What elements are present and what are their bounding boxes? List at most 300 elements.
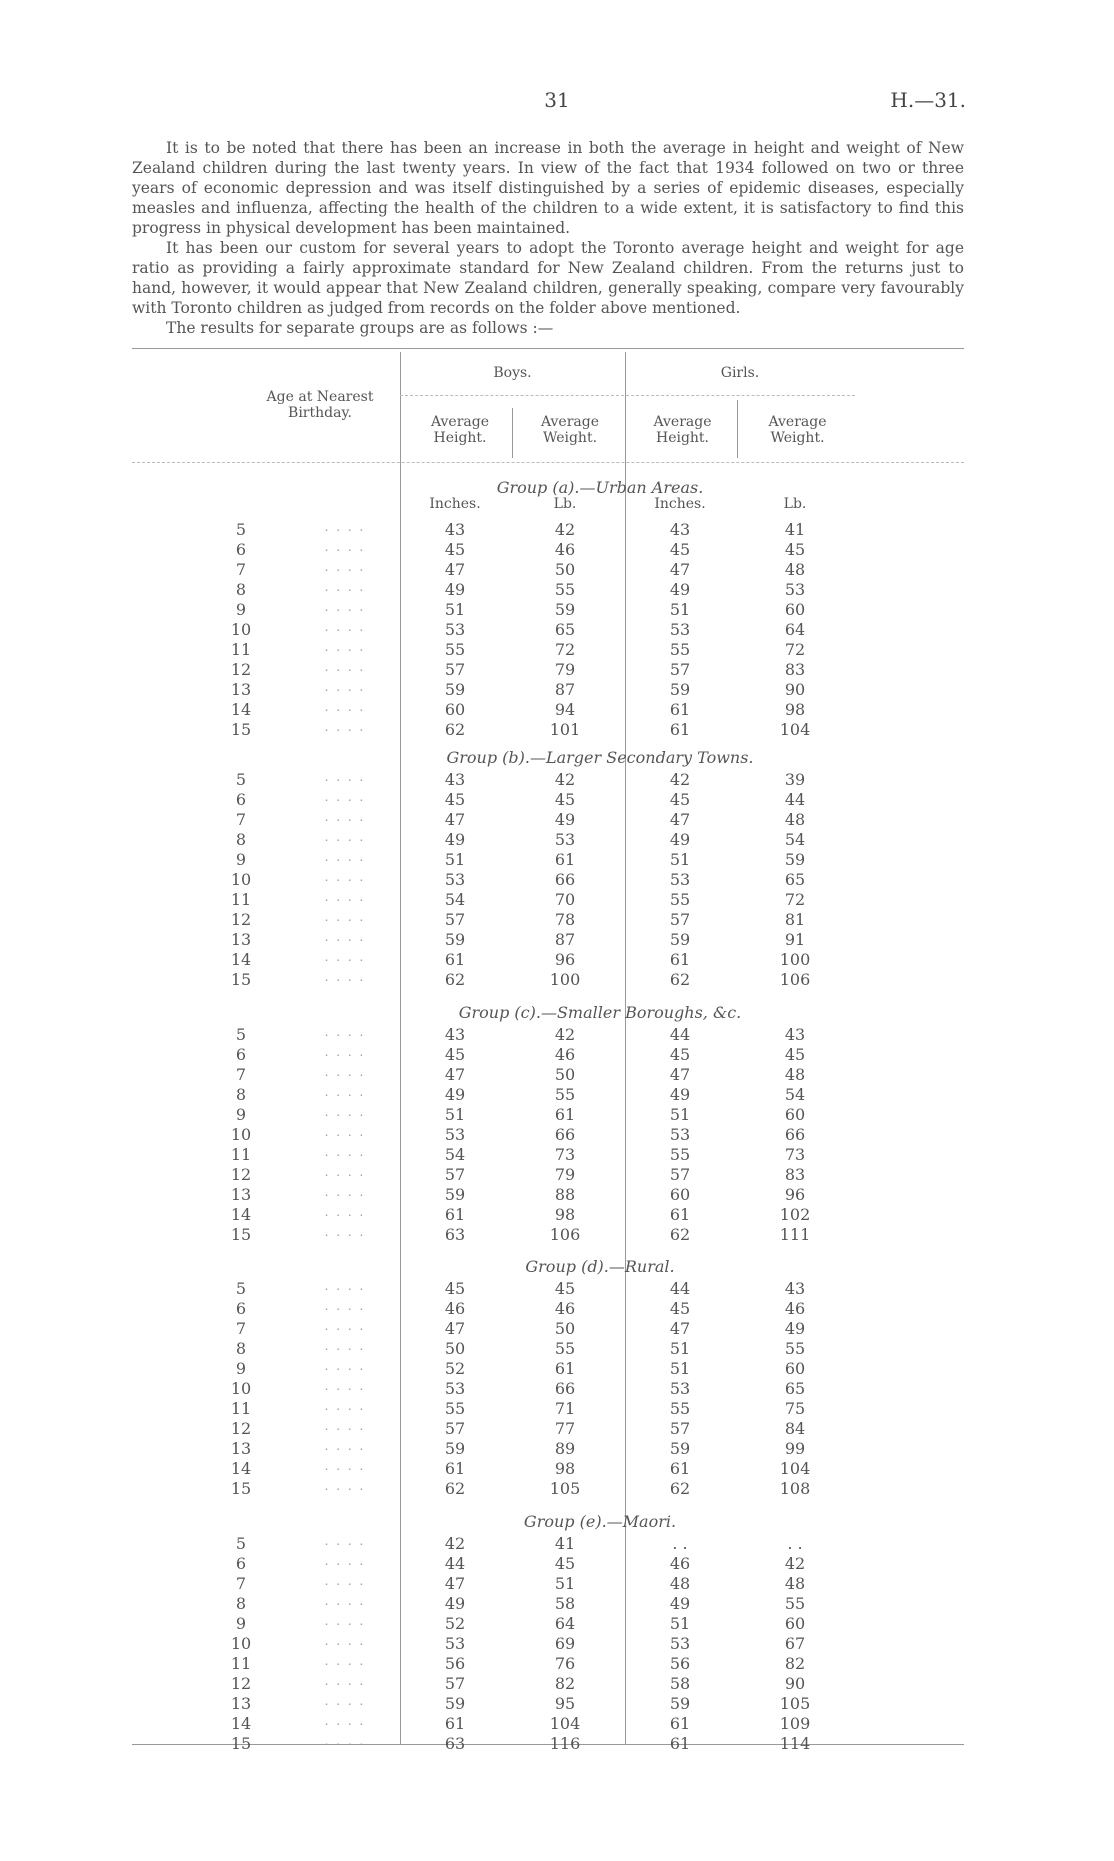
cell-age: 12: [230, 1419, 252, 1438]
cell-girls-height: 47: [669, 560, 691, 579]
cell-age: 7: [235, 1574, 247, 1593]
cell-age: 10: [230, 1634, 252, 1653]
cell-girls-height: 44: [669, 1025, 691, 1044]
leader-dots: . . . .: [324, 1359, 366, 1373]
cell-age: 13: [230, 930, 252, 949]
table-row: [0, 1359, 1114, 1379]
leader-dots: . . . .: [324, 1459, 366, 1473]
cell-boys-height: 47: [444, 1574, 466, 1593]
cell-boys-height: 53: [444, 870, 466, 889]
table-row: [0, 1319, 1114, 1339]
cell-boys-weight: 71: [554, 1399, 576, 1418]
leader-dots: . . . .: [324, 910, 366, 924]
intro-paragraph-1: It is to be noted that there has been an increase in both the average in height and weight of New Zealand children during the last twenty years. In view of the fact that 1934 followed on two or three years of economic depression and was itself distinguished by a series of epidemic diseases, especially measles and influenza, affecting the health of the children to a wide extent, it is satisfactory to find this progress in physical development has been maintained.: [132, 139, 964, 237]
cell-age: 5: [235, 1534, 247, 1553]
boys-weight-header: Average Weight.: [540, 414, 600, 446]
cell-girls-height: 49: [669, 1085, 691, 1104]
cell-girls-weight: 41: [784, 520, 806, 539]
table-row: [0, 540, 1114, 560]
cell-boys-weight: 59: [554, 600, 576, 619]
cell-boys-weight: 45: [554, 790, 576, 809]
cell-girls-weight: 48: [784, 1574, 806, 1593]
table-row: [0, 560, 1114, 580]
cell-boys-weight: 42: [554, 1025, 576, 1044]
table-row: [0, 950, 1114, 970]
cell-girls-weight: 46: [784, 1299, 806, 1318]
cell-girls-weight: 83: [784, 1165, 806, 1184]
leader-dots: . . . .: [324, 540, 366, 554]
leader-dots: . . . .: [324, 830, 366, 844]
table-row: [0, 1085, 1114, 1105]
cell-girls-height: 55: [669, 1145, 691, 1164]
leader-dots: . . . .: [324, 1045, 366, 1059]
cell-age: 10: [230, 870, 252, 889]
cell-boys-height: 52: [444, 1614, 466, 1633]
table-row: [0, 520, 1114, 540]
header-sub-rule: [400, 395, 855, 396]
cell-boys-weight: 55: [554, 580, 576, 599]
cell-girls-height: 61: [669, 1459, 691, 1478]
intro-text: [132, 138, 964, 338]
cell-girls-weight: 48: [784, 560, 806, 579]
table-row: [0, 1025, 1114, 1045]
cell-girls-height: 53: [669, 870, 691, 889]
cell-girls-height: 43: [669, 520, 691, 539]
document-code: H.—31.: [890, 88, 966, 112]
cell-girls-weight: 106: [779, 970, 811, 989]
cell-boys-weight: 78: [554, 910, 576, 929]
leader-dots: . . . .: [324, 950, 366, 964]
cell-girls-weight: 43: [784, 1025, 806, 1044]
cell-age: 12: [230, 660, 252, 679]
cell-age: 10: [230, 620, 252, 639]
leader-dots: . . . .: [324, 1279, 366, 1293]
cell-age: 9: [235, 600, 247, 619]
cell-girls-weight: 82: [784, 1654, 806, 1673]
girls-weight-header: Average Weight.: [768, 414, 827, 446]
cell-girls-weight: . .: [787, 1534, 803, 1553]
leader-dots: . . . .: [324, 1319, 366, 1333]
cell-girls-weight: 55: [784, 1594, 806, 1613]
leader-dots: . . . .: [324, 640, 366, 654]
leader-dots: . . . .: [324, 1714, 366, 1728]
cell-girls-height: 57: [669, 660, 691, 679]
table-row: [0, 1065, 1114, 1085]
cell-age: 9: [235, 1614, 247, 1633]
cell-boys-height: 61: [444, 1459, 466, 1478]
cell-girls-weight: 91: [784, 930, 806, 949]
table-row: [0, 910, 1114, 930]
cell-age: 11: [230, 1654, 252, 1673]
cell-boys-height: 53: [444, 620, 466, 639]
cell-age: 13: [230, 680, 252, 699]
cell-girls-weight: 72: [784, 890, 806, 909]
cell-girls-weight: 60: [784, 1359, 806, 1378]
table-row: [0, 620, 1114, 640]
cell-boys-height: 43: [444, 1025, 466, 1044]
cell-boys-weight: 72: [554, 640, 576, 659]
cell-boys-weight: 94: [554, 700, 576, 719]
cell-boys-height: 54: [444, 1145, 466, 1164]
table-row: [0, 1399, 1114, 1419]
cell-boys-weight: 88: [554, 1185, 576, 1204]
cell-girls-height: 49: [669, 830, 691, 849]
cell-age: 9: [235, 1359, 247, 1378]
cell-girls-height: 45: [669, 540, 691, 559]
table-row: [0, 660, 1114, 680]
cell-girls-height: 55: [669, 640, 691, 659]
cell-boys-weight: 69: [554, 1634, 576, 1653]
leader-dots: . . . .: [324, 1145, 366, 1159]
cell-girls-height: 45: [669, 1299, 691, 1318]
table-row: [0, 1225, 1114, 1245]
table-row: [0, 1045, 1114, 1065]
cell-boys-height: 63: [444, 1225, 466, 1244]
cell-boys-height: 52: [444, 1359, 466, 1378]
cell-girls-weight: 65: [784, 1379, 806, 1398]
cell-age: 8: [235, 1594, 247, 1613]
cell-girls-weight: 44: [784, 790, 806, 809]
table-row: [0, 1554, 1114, 1574]
cell-age: 14: [230, 1205, 252, 1224]
group-title: Group (d).—Rural.: [525, 1257, 675, 1276]
table-row: [0, 1105, 1114, 1125]
cell-girls-weight: 39: [784, 770, 806, 789]
leader-dots: . . . .: [324, 700, 366, 714]
cell-boys-height: 45: [444, 540, 466, 559]
cell-boys-weight: 98: [554, 1459, 576, 1478]
cell-boys-weight: 51: [554, 1574, 576, 1593]
cell-age: 9: [235, 850, 247, 869]
cell-girls-weight: 81: [784, 910, 806, 929]
table-row: [0, 970, 1114, 990]
cell-boys-weight: 50: [554, 560, 576, 579]
group-title: Group (c).—Smaller Boroughs, &c.: [458, 1003, 742, 1022]
cell-girls-height: 51: [669, 1105, 691, 1124]
page-number: 31: [544, 88, 570, 112]
cell-boys-height: 49: [444, 1085, 466, 1104]
cell-girls-height: 45: [669, 1045, 691, 1064]
table-row: [0, 810, 1114, 830]
leader-dots: . . . .: [324, 1594, 366, 1608]
cell-boys-weight: 61: [554, 1105, 576, 1124]
cell-age: 13: [230, 1439, 252, 1458]
cell-girls-weight: 59: [784, 850, 806, 869]
cell-boys-weight: 61: [554, 1359, 576, 1378]
cell-boys-height: 57: [444, 1674, 466, 1693]
girls-header: Girls.: [720, 365, 760, 381]
cell-boys-weight: 79: [554, 660, 576, 679]
cell-girls-weight: 66: [784, 1125, 806, 1144]
leader-dots: . . . .: [324, 1399, 366, 1413]
cell-age: 11: [230, 1399, 252, 1418]
cell-age: 15: [230, 970, 252, 989]
table-row: [0, 600, 1114, 620]
cell-age: 11: [230, 640, 252, 659]
cell-boys-height: 47: [444, 810, 466, 829]
cell-age: 11: [230, 1145, 252, 1164]
cell-boys-height: 57: [444, 1165, 466, 1184]
cell-age: 14: [230, 1459, 252, 1478]
cell-girls-weight: 45: [784, 1045, 806, 1064]
leader-dots: . . . .: [324, 1634, 366, 1648]
leader-dots: . . . .: [324, 660, 366, 674]
cell-girls-weight: 100: [779, 950, 811, 969]
table-row: [0, 1614, 1114, 1634]
cell-boys-height: 62: [444, 1479, 466, 1498]
cell-boys-weight: 66: [554, 870, 576, 889]
leader-dots: . . . .: [324, 810, 366, 824]
table-row: [0, 1439, 1114, 1459]
cell-age: 5: [235, 770, 247, 789]
cell-boys-height: 53: [444, 1634, 466, 1653]
cell-boys-height: 61: [444, 1205, 466, 1224]
cell-age: 7: [235, 810, 247, 829]
table-row: [0, 1145, 1114, 1165]
cell-girls-height: 51: [669, 1359, 691, 1378]
cell-girls-height: 61: [669, 700, 691, 719]
cell-girls-weight: 98: [784, 700, 806, 719]
cell-girls-height: 49: [669, 580, 691, 599]
leader-dots: . . . .: [324, 1299, 366, 1313]
cell-boys-weight: 98: [554, 1205, 576, 1224]
cell-boys-weight: 46: [554, 1299, 576, 1318]
cell-age: 12: [230, 1674, 252, 1693]
intro-paragraph-3: The results for separate groups are as follows :—: [166, 319, 554, 337]
cell-girls-height: 47: [669, 1319, 691, 1338]
boys-height-header: Average Height.: [430, 414, 490, 446]
leader-dots: . . . .: [324, 1185, 366, 1199]
cell-age: 6: [235, 1554, 247, 1573]
cell-boys-height: 61: [444, 950, 466, 969]
girls-weight-units: Lb.: [783, 496, 807, 512]
cell-age: 5: [235, 1279, 247, 1298]
group-title: Group (a).—Urban Areas.: [496, 478, 704, 497]
cell-boys-height: 55: [444, 640, 466, 659]
cell-boys-weight: 65: [554, 620, 576, 639]
cell-age: 14: [230, 700, 252, 719]
boys-weight-units: Lb.: [553, 496, 577, 512]
cell-boys-height: 53: [444, 1125, 466, 1144]
cell-girls-weight: 96: [784, 1185, 806, 1204]
age-column-header: Age at Nearest Birthday.: [266, 389, 374, 421]
cell-girls-height: 53: [669, 1125, 691, 1144]
leader-dots: . . . .: [324, 620, 366, 634]
cell-boys-height: 42: [444, 1534, 466, 1553]
cell-boys-height: 62: [444, 720, 466, 739]
cell-boys-height: 43: [444, 770, 466, 789]
column-divider-girls-sub: [737, 400, 738, 458]
cell-boys-height: 53: [444, 1379, 466, 1398]
table-row: [0, 580, 1114, 600]
cell-boys-height: 56: [444, 1654, 466, 1673]
cell-girls-height: 47: [669, 1065, 691, 1084]
leader-dots: . . . .: [324, 1025, 366, 1039]
cell-boys-weight: 87: [554, 930, 576, 949]
table-row: [0, 1379, 1114, 1399]
cell-girls-weight: 45: [784, 540, 806, 559]
cell-girls-height: 61: [669, 950, 691, 969]
cell-girls-weight: 108: [779, 1479, 811, 1498]
cell-boys-weight: 96: [554, 950, 576, 969]
cell-age: 14: [230, 1714, 252, 1733]
table-row: [0, 790, 1114, 810]
column-divider-boys-sub: [512, 408, 513, 458]
table-row: [0, 1479, 1114, 1499]
table-row: [0, 1205, 1114, 1225]
cell-girls-height: 49: [669, 1594, 691, 1613]
cell-girls-height: 57: [669, 910, 691, 929]
cell-girls-height: 58: [669, 1674, 691, 1693]
boys-height-units: Inches.: [429, 496, 481, 512]
cell-girls-weight: 90: [784, 1674, 806, 1693]
cell-girls-weight: 72: [784, 640, 806, 659]
cell-girls-weight: 90: [784, 680, 806, 699]
cell-boys-weight: 50: [554, 1319, 576, 1338]
cell-girls-weight: 109: [779, 1714, 811, 1733]
cell-girls-weight: 84: [784, 1419, 806, 1438]
table-row: [0, 1634, 1114, 1654]
leader-dots: . . . .: [324, 1125, 366, 1139]
cell-age: 12: [230, 1165, 252, 1184]
cell-girls-height: 60: [669, 1185, 691, 1204]
cell-boys-weight: 76: [554, 1654, 576, 1673]
leader-dots: . . . .: [324, 890, 366, 904]
table-row: [0, 720, 1114, 740]
cell-girls-height: 51: [669, 600, 691, 619]
leader-dots: . . . .: [324, 1574, 366, 1588]
cell-boys-weight: 42: [554, 770, 576, 789]
cell-girls-weight: 54: [784, 1085, 806, 1104]
leader-dots: . . . .: [324, 600, 366, 614]
cell-boys-weight: 53: [554, 830, 576, 849]
table-row: [0, 1734, 1114, 1754]
table-row: [0, 1165, 1114, 1185]
cell-boys-height: 54: [444, 890, 466, 909]
cell-boys-weight: 58: [554, 1594, 576, 1613]
leader-dots: . . . .: [324, 870, 366, 884]
cell-boys-weight: 87: [554, 680, 576, 699]
cell-girls-weight: 73: [784, 1145, 806, 1164]
table-row: [0, 1125, 1114, 1145]
cell-boys-weight: 82: [554, 1674, 576, 1693]
cell-boys-weight: 55: [554, 1339, 576, 1358]
cell-boys-height: 51: [444, 1105, 466, 1124]
cell-boys-weight: 61: [554, 850, 576, 869]
cell-girls-height: 62: [669, 1225, 691, 1244]
table-row: [0, 830, 1114, 850]
leader-dots: . . . .: [324, 1554, 366, 1568]
group-title: Group (b).—Larger Secondary Towns.: [446, 748, 754, 767]
leader-dots: . . . .: [324, 560, 366, 574]
cell-age: 6: [235, 540, 247, 559]
cell-age: 5: [235, 1025, 247, 1044]
leader-dots: . . . .: [324, 1165, 366, 1179]
table-row: [0, 1694, 1114, 1714]
cell-age: 10: [230, 1379, 252, 1398]
cell-boys-height: 45: [444, 790, 466, 809]
cell-boys-weight: 45: [554, 1554, 576, 1573]
cell-boys-height: 49: [444, 830, 466, 849]
cell-age: 13: [230, 1694, 252, 1713]
cell-boys-height: 59: [444, 1185, 466, 1204]
girls-height-header: Average Height.: [653, 414, 712, 446]
table-row: [0, 1299, 1114, 1319]
cell-girls-weight: 49: [784, 1319, 806, 1338]
leader-dots: . . . .: [324, 790, 366, 804]
leader-dots: . . . .: [324, 1534, 366, 1548]
table-row: [0, 1459, 1114, 1479]
cell-boys-weight: 46: [554, 540, 576, 559]
cell-girls-weight: 54: [784, 830, 806, 849]
cell-boys-weight: 116: [549, 1734, 581, 1753]
cell-boys-weight: 70: [554, 890, 576, 909]
cell-boys-height: 43: [444, 520, 466, 539]
cell-girls-height: 57: [669, 1165, 691, 1184]
cell-girls-weight: 48: [784, 810, 806, 829]
cell-boys-height: 59: [444, 680, 466, 699]
cell-boys-height: 51: [444, 600, 466, 619]
leader-dots: . . . .: [324, 720, 366, 734]
cell-boys-height: 50: [444, 1339, 466, 1358]
cell-boys-weight: 106: [549, 1225, 581, 1244]
cell-girls-weight: 111: [779, 1225, 811, 1244]
cell-girls-height: 59: [669, 680, 691, 699]
leader-dots: . . . .: [324, 1339, 366, 1353]
cell-boys-weight: 66: [554, 1379, 576, 1398]
cell-boys-weight: 73: [554, 1145, 576, 1164]
cell-boys-height: 60: [444, 700, 466, 719]
cell-boys-height: 57: [444, 910, 466, 929]
cell-boys-weight: 79: [554, 1165, 576, 1184]
cell-girls-weight: 43: [784, 1279, 806, 1298]
leader-dots: . . . .: [324, 1205, 366, 1219]
cell-age: 7: [235, 1319, 247, 1338]
cell-boys-height: 45: [444, 1045, 466, 1064]
cell-girls-height: 55: [669, 1399, 691, 1418]
cell-girls-weight: 48: [784, 1065, 806, 1084]
cell-boys-weight: 64: [554, 1614, 576, 1633]
cell-girls-weight: 104: [779, 720, 811, 739]
cell-age: 8: [235, 1339, 247, 1358]
cell-girls-height: 53: [669, 620, 691, 639]
cell-girls-weight: 60: [784, 1105, 806, 1124]
cell-age: 15: [230, 1225, 252, 1244]
leader-dots: . . . .: [324, 1654, 366, 1668]
table-row: [0, 1185, 1114, 1205]
cell-boys-height: 46: [444, 1299, 466, 1318]
cell-age: 13: [230, 1185, 252, 1204]
cell-girls-weight: 104: [779, 1459, 811, 1478]
table-row: [0, 1419, 1114, 1439]
cell-boys-height: 55: [444, 1399, 466, 1418]
intro-paragraph-2: It has been our custom for several years to adopt the Toronto average height and weight for age ratio as providing a fairly approximate standard for New Zealand children. From the returns just to hand, however, it would appear that New Zealand children, generally speaking, compare very favourably with Toronto children as judged from records on the folder above mentioned.: [132, 239, 964, 317]
cell-girls-height: 44: [669, 1279, 691, 1298]
cell-girls-height: 45: [669, 790, 691, 809]
leader-dots: . . . .: [324, 1694, 366, 1708]
table-row: [0, 1534, 1114, 1554]
table-row: [0, 1279, 1114, 1299]
leader-dots: . . . .: [324, 770, 366, 784]
table-row: [0, 680, 1114, 700]
cell-boys-weight: 41: [554, 1534, 576, 1553]
cell-girls-height: 48: [669, 1574, 691, 1593]
cell-boys-height: 62: [444, 970, 466, 989]
cell-girls-weight: 75: [784, 1399, 806, 1418]
table-row: [0, 890, 1114, 910]
header-bottom-rule: [132, 462, 964, 463]
cell-girls-height: 47: [669, 810, 691, 829]
